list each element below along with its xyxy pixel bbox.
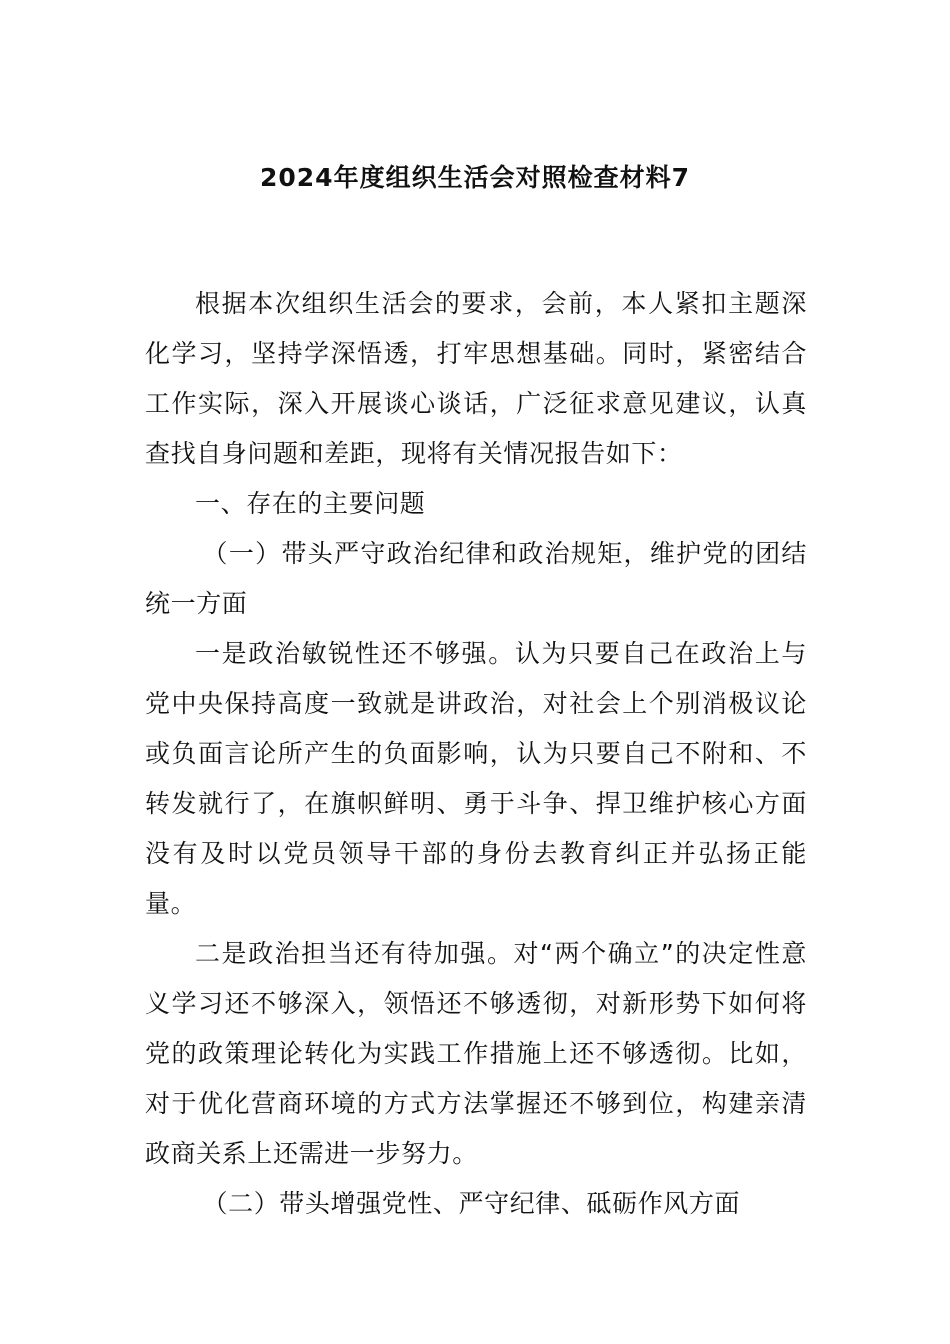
subsection-heading-1: （一）带头严守政治纪律和政治规矩，维护党的团结统一方面	[145, 539, 807, 618]
subsection-heading-2: （二）带头增强党性、严守纪律、砥砺作风方面	[202, 1189, 741, 1218]
point-paragraph-1: 一是政治敏锐性还不够强。认为只要自己在政治上与党中央保持高度一致就是讲政治，对社会上个别消极议论或负面言论所产生的负面影响，认为只要自己不附和、不转发就行了，在旗帜鲜明、勇于斗争、捍卫维护核心方面没有及时以党员领导干部的身份去教育纠正并弘扬正能量。	[145, 639, 807, 918]
document-body	[145, 279, 807, 1229]
intro-paragraph: 根据本次组织生活会的要求，会前，本人紧扣主题深化学习，坚持学深悟透，打牢思想基础。同时，紧密结合工作实际，深入开展谈心谈话，广泛征求意见建议，认真查找自身问题和差距，现将有关情况报告如下：	[145, 289, 807, 468]
document-title: 2024年度组织生活会对照检查材料7	[260, 163, 690, 192]
point-paragraph-2: 二是政治担当还有待加强。对“两个确立”的决定性意义学习还不够深入，领悟还不够透彻，对新形势下如何将党的政策理论转化为实践工作措施上还不够透彻。比如，对于优化营商环境的方式方法掌握还不够到位，构建亲清政商关系上还需进一步努力。	[145, 939, 807, 1168]
section-heading: 一、存在的主要问题	[195, 489, 426, 518]
